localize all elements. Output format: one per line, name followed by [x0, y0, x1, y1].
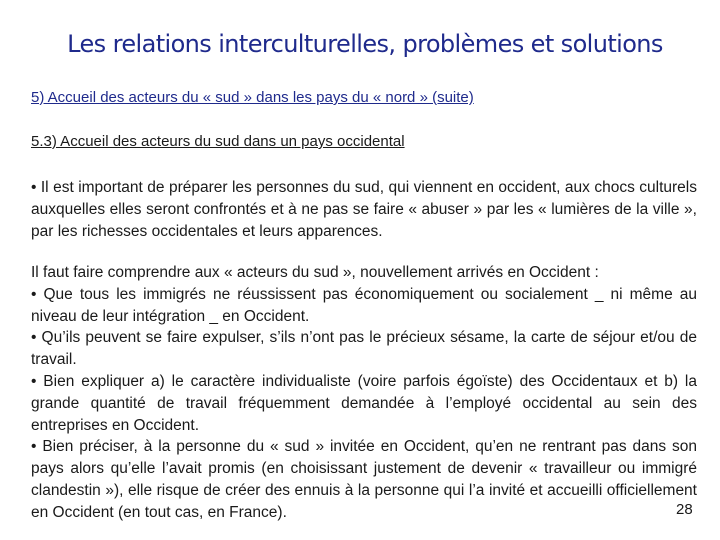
page-number: 28 — [676, 501, 693, 518]
subsection-heading: 5.3) Accueil des acteurs du sud dans un pays occidental — [31, 133, 405, 150]
bullet-item: • Bien préciser, à la personne du « sud » invitée en Occident, qu’en ne rentrant pas dans son pays alors qu’elle l’avait promis (en choisissant justement de devenir « travailleur ou immigré clandestin »), elle risque de créer des ennuis à la personne qui l’a invité et accueilli officiellement en Occident (en tout cas, en France). — [31, 438, 697, 521]
bullet-item: • Que tous les immigrés ne réussissent pas économiquement ou socialement _ ni même au niveau de leur intégration _ en Occident. — [31, 285, 697, 325]
paragraph-text: • Il est important de préparer les personnes du sud, qui viennent en occident, aux chocs culturels auxquelles elles seront confrontés et à ne pas se faire « abuser » par les « lumières de la ville », par les richesses occidentales et leurs apparences. — [31, 179, 697, 240]
intro-paragraph — [31, 177, 697, 242]
bullet-item: • Qu’ils peuvent se faire expulser, s’ils n’ont pas le précieux sésame, la carte de séjour et/ou de travail. — [31, 329, 697, 369]
section-heading: 5) Accueil des acteurs du « sud » dans les pays du « nord » (suite) — [31, 89, 474, 106]
bullet-list — [31, 262, 697, 524]
slide-title: Les relations interculturelles, problèmes et solutions — [67, 30, 663, 58]
bullet-intro: Il faut faire comprendre aux « acteurs du sud », nouvellement arrivés en Occident : — [31, 264, 599, 281]
bullet-item: • Bien expliquer a) le caractère individualiste (voire parfois égoïste) des Occidentaux et b) la grande quantité de travail fréquemment demandée à l’employé occidental au sein des entreprises en Occident. — [31, 372, 697, 434]
